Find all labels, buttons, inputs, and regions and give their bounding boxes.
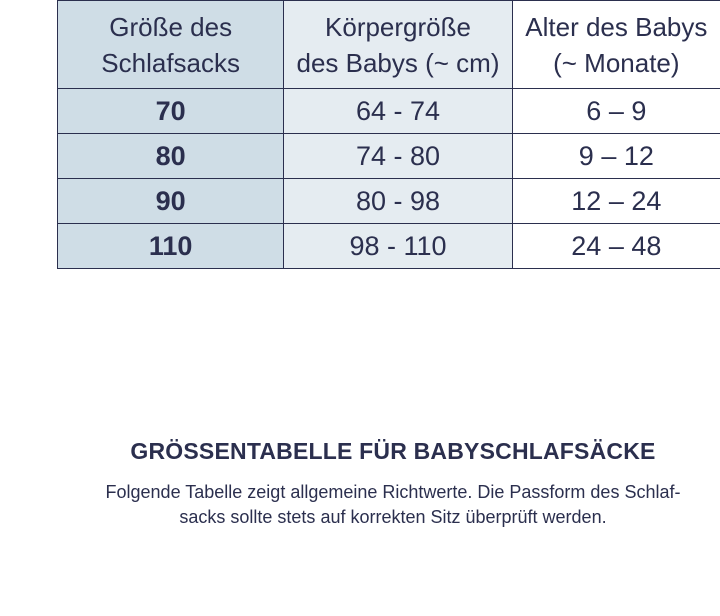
- cell-size: 110: [58, 224, 284, 269]
- table-header-row: [58, 1, 720, 89]
- cell-size: 70: [58, 89, 284, 134]
- table-row: [58, 134, 720, 179]
- table-row: [58, 179, 720, 224]
- cell-height: 64 - 74: [284, 89, 512, 134]
- cell-size: 90: [58, 179, 284, 224]
- table-row: [58, 224, 720, 269]
- table-row: [58, 89, 720, 134]
- cell-height: 98 - 110: [284, 224, 512, 269]
- section-description: [60, 480, 720, 530]
- section-title: GRÖSSENTABELLE FÜR BABYSCHLAFSÄCKE: [130, 438, 656, 464]
- header-line: Größe des: [109, 11, 233, 42]
- header-baby-height: [284, 1, 512, 89]
- header-line: Körpergröße: [325, 11, 471, 42]
- cell-age: 12 – 24: [512, 179, 720, 224]
- header-baby-age: [512, 1, 720, 89]
- cell-age: 6 – 9: [512, 89, 720, 134]
- header-line: Alter des Babys: [525, 11, 708, 42]
- cell-size: 80: [58, 134, 284, 179]
- cell-height: 80 - 98: [284, 179, 512, 224]
- description-line: Folgende Tabelle zeigt allgemeine Richtwerte. Die Passform des Schlaf-: [105, 482, 681, 502]
- header-line: Schlafsacks: [101, 47, 241, 78]
- description-line: sacks sollte stets auf korrekten Sitz überprüft werden.: [179, 507, 607, 527]
- cell-age: 9 – 12: [512, 134, 720, 179]
- size-table: [57, 0, 720, 269]
- header-line: des Babys (~ cm): [296, 47, 500, 78]
- cell-age: 24 – 48: [512, 224, 720, 269]
- cell-height: 74 - 80: [284, 134, 512, 179]
- header-line: (~ Monate): [553, 47, 680, 78]
- header-sleeping-bag-size: [58, 1, 284, 89]
